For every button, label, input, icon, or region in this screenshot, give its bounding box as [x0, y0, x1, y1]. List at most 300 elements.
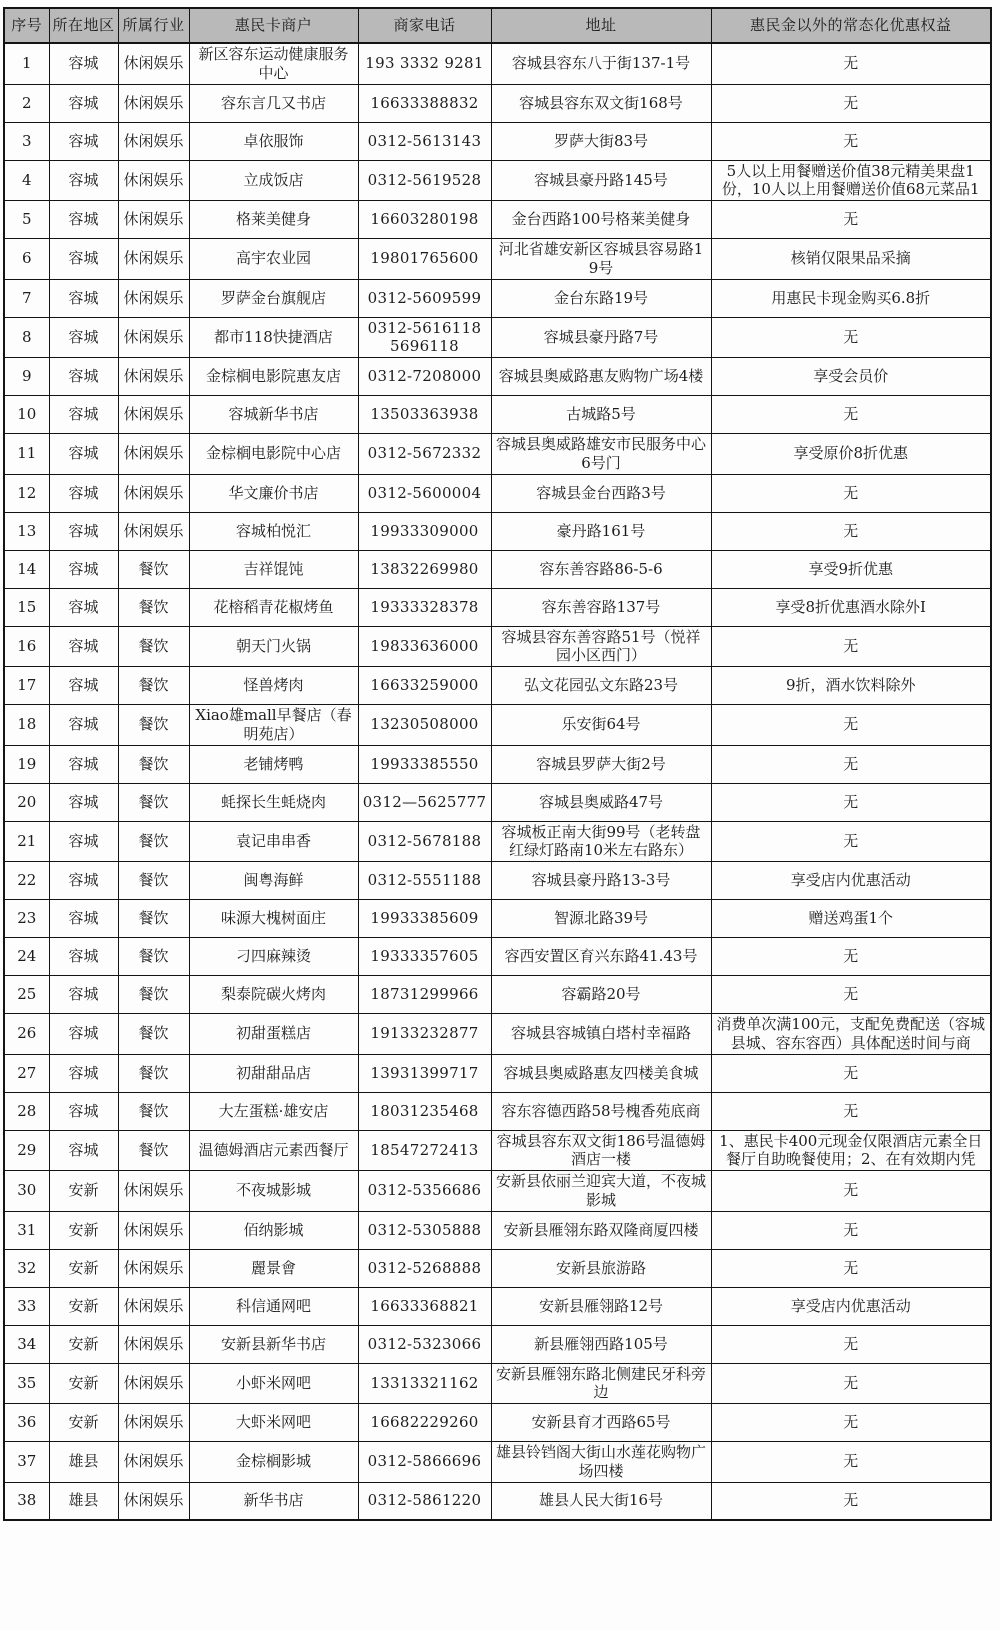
- table-cell-seq: 32: [4, 1249, 49, 1287]
- table-cell-region: 安新: [49, 1363, 118, 1404]
- table-cell-industry: 餐饮: [118, 550, 189, 588]
- table-cell-benefit: 无: [711, 396, 991, 434]
- table-cell-merchant: 容城柏悦汇: [189, 512, 358, 550]
- table-cell-address: 容东善容路86-5-6: [491, 550, 711, 588]
- table-cell-address: 智源北路39号: [491, 900, 711, 938]
- table-cell-address: 豪丹路161号: [491, 512, 711, 550]
- table-cell-industry: 休闲娱乐: [118, 160, 189, 201]
- table-cell-address: 弘文花园弘文东路23号: [491, 667, 711, 705]
- table-cell-region: 容城: [49, 160, 118, 201]
- table-cell-seq: 23: [4, 900, 49, 938]
- table-cell-region: 安新: [49, 1249, 118, 1287]
- table-row: [4, 588, 991, 626]
- table-cell-industry: 餐饮: [118, 705, 189, 746]
- table-cell-address: 河北省雄安新区容城县容易路19号: [491, 239, 711, 280]
- table-cell-phone: 19333328378: [358, 588, 491, 626]
- table-cell-phone: 0312-5268888: [358, 1249, 491, 1287]
- table-cell-merchant: 罗萨金台旗舰店: [189, 279, 358, 317]
- table-cell-phone: 19933385550: [358, 745, 491, 783]
- table-cell-region: 安新: [49, 1287, 118, 1325]
- table-cell-seq: 28: [4, 1092, 49, 1130]
- table-cell-address: 安新县雁翎东路北侧建民牙科旁边: [491, 1363, 711, 1404]
- table-cell-industry: 餐饮: [118, 745, 189, 783]
- table-cell-phone: 18731299966: [358, 976, 491, 1014]
- table-cell-merchant: 卓依服饰: [189, 122, 358, 160]
- table-cell-benefit: 无: [711, 783, 991, 821]
- table-row: [4, 938, 991, 976]
- table-row: [4, 862, 991, 900]
- table-cell-phone: 19133232877: [358, 1014, 491, 1055]
- column-header-region: 所在地区: [49, 8, 118, 43]
- table-row: [4, 1249, 991, 1287]
- table-cell-phone: 19933309000: [358, 512, 491, 550]
- table-cell-phone: 16603280198: [358, 201, 491, 239]
- table-row: [4, 626, 991, 667]
- table-cell-industry: 休闲娱乐: [118, 122, 189, 160]
- table-cell-benefit: 享受会员价: [711, 358, 991, 396]
- table-cell-industry: 休闲娱乐: [118, 1211, 189, 1249]
- table-cell-seq: 18: [4, 705, 49, 746]
- table-cell-industry: 休闲娱乐: [118, 317, 189, 358]
- table-cell-seq: 30: [4, 1171, 49, 1212]
- table-cell-address: 容城县容东双文街168号: [491, 84, 711, 122]
- table-cell-seq: 35: [4, 1363, 49, 1404]
- table-cell-address: 新县雁翎西路105号: [491, 1325, 711, 1363]
- table-cell-region: 容城: [49, 474, 118, 512]
- table-cell-merchant: 大虾米网吧: [189, 1404, 358, 1442]
- table-cell-region: 安新: [49, 1404, 118, 1442]
- table-cell-seq: 25: [4, 976, 49, 1014]
- table-cell-phone: 16633368821: [358, 1287, 491, 1325]
- table-cell-merchant: 佰纳影城: [189, 1211, 358, 1249]
- table-cell-benefit: 无: [711, 1325, 991, 1363]
- table-cell-seq: 37: [4, 1442, 49, 1483]
- table-cell-region: 容城: [49, 626, 118, 667]
- table-cell-region: 容城: [49, 900, 118, 938]
- table-cell-merchant: 新华书店: [189, 1482, 358, 1520]
- table-cell-merchant: 初甜甜品店: [189, 1054, 358, 1092]
- table-cell-industry: 餐饮: [118, 862, 189, 900]
- table-cell-seq: 8: [4, 317, 49, 358]
- table-cell-address: 雄县人民大街16号: [491, 1482, 711, 1520]
- table-cell-phone: 0312-5672332: [358, 434, 491, 475]
- table-cell-phone: 13931399717: [358, 1054, 491, 1092]
- table-cell-industry: 餐饮: [118, 783, 189, 821]
- table-cell-industry: 餐饮: [118, 667, 189, 705]
- table-cell-region: 容城: [49, 358, 118, 396]
- table-cell-industry: 休闲娱乐: [118, 396, 189, 434]
- table-cell-region: 容城: [49, 1130, 118, 1171]
- table-cell-region: 容城: [49, 396, 118, 434]
- table-cell-merchant: 初甜蛋糕店: [189, 1014, 358, 1055]
- table-cell-seq: 31: [4, 1211, 49, 1249]
- table-cell-industry: 休闲娱乐: [118, 1442, 189, 1483]
- table-cell-benefit: 用惠民卡现金购买6.8折: [711, 279, 991, 317]
- table-row: [4, 1325, 991, 1363]
- table-row: [4, 84, 991, 122]
- table-cell-industry: 餐饮: [118, 1130, 189, 1171]
- table-cell-address: 容城县奥威路惠友购物广场4楼: [491, 358, 711, 396]
- table-cell-phone: 16682229260: [358, 1404, 491, 1442]
- table-cell-address: 容城县罗萨大街2号: [491, 745, 711, 783]
- table-cell-address: 安新县雁翎路12号: [491, 1287, 711, 1325]
- table-cell-address: 安新县雁翎东路双隆商厦四楼: [491, 1211, 711, 1249]
- table-cell-region: 容城: [49, 705, 118, 746]
- table-cell-phone: 0312-7208000: [358, 358, 491, 396]
- table-cell-benefit: 享受9折优惠: [711, 550, 991, 588]
- table-cell-region: 容城: [49, 239, 118, 280]
- table-cell-region: 容城: [49, 1014, 118, 1055]
- table-cell-industry: 餐饮: [118, 588, 189, 626]
- table-cell-address: 安新县育才西路65号: [491, 1404, 711, 1442]
- table-row: [4, 1287, 991, 1325]
- table-row: [4, 396, 991, 434]
- table-cell-benefit: 无: [711, 1482, 991, 1520]
- merchant-benefits-table: [3, 7, 992, 1521]
- table-row: [4, 43, 991, 84]
- table-cell-phone: 0312-5356686: [358, 1171, 491, 1212]
- table-row: [4, 474, 991, 512]
- table-cell-merchant: 金棕榈电影院中心店: [189, 434, 358, 475]
- table-cell-region: 容城: [49, 317, 118, 358]
- table-cell-benefit: 无: [711, 821, 991, 862]
- table-cell-benefit: 无: [711, 1249, 991, 1287]
- table-cell-phone: 0312-5678188: [358, 821, 491, 862]
- table-cell-seq: 14: [4, 550, 49, 588]
- table-row: [4, 512, 991, 550]
- table-cell-seq: 20: [4, 783, 49, 821]
- table-cell-address: 容城县奥威路雄安市民服务中心6号门: [491, 434, 711, 475]
- table-cell-industry: 休闲娱乐: [118, 43, 189, 84]
- table-cell-benefit: 无: [711, 976, 991, 1014]
- table-cell-address: 容城县容城镇白塔村幸福路: [491, 1014, 711, 1055]
- table-cell-address: 容城县豪丹路13-3号: [491, 862, 711, 900]
- table-cell-merchant: 华文廉价书店: [189, 474, 358, 512]
- table-cell-phone: 18031235468: [358, 1092, 491, 1130]
- table-cell-merchant: 温德姆酒店元素西餐厅: [189, 1130, 358, 1171]
- table-cell-region: 容城: [49, 43, 118, 84]
- table-cell-industry: 休闲娱乐: [118, 84, 189, 122]
- table-row: [4, 705, 991, 746]
- table-cell-benefit: 无: [711, 474, 991, 512]
- table-cell-address: 安新县旅游路: [491, 1249, 711, 1287]
- table-cell-seq: 22: [4, 862, 49, 900]
- table-cell-seq: 19: [4, 745, 49, 783]
- table-cell-merchant: 朝天门火锅: [189, 626, 358, 667]
- table-cell-merchant: 怪兽烤肉: [189, 667, 358, 705]
- table-cell-benefit: 赠送鸡蛋1个: [711, 900, 991, 938]
- table-cell-industry: 餐饮: [118, 1092, 189, 1130]
- table-cell-merchant: 大左蛋糕·雄安店: [189, 1092, 358, 1130]
- table-cell-benefit: 享受店内优惠活动: [711, 862, 991, 900]
- table-cell-region: 容城: [49, 862, 118, 900]
- table-cell-benefit: 无: [711, 122, 991, 160]
- table-cell-merchant: 梨泰院碳火烤肉: [189, 976, 358, 1014]
- table-cell-industry: 餐饮: [118, 626, 189, 667]
- table-cell-phone: 0312-5616118 5696118: [358, 317, 491, 358]
- table-cell-benefit: 核销仅限果品采摘: [711, 239, 991, 280]
- table-cell-seq: 4: [4, 160, 49, 201]
- table-cell-industry: 餐饮: [118, 821, 189, 862]
- table-row: [4, 1363, 991, 1404]
- table-cell-merchant: 袁记串串香: [189, 821, 358, 862]
- table-cell-region: 容城: [49, 588, 118, 626]
- table-cell-benefit: 无: [711, 84, 991, 122]
- table-cell-phone: 16633259000: [358, 667, 491, 705]
- table-cell-region: 容城: [49, 279, 118, 317]
- table-cell-region: 容城: [49, 434, 118, 475]
- table-cell-merchant: 味源大槐树面庄: [189, 900, 358, 938]
- table-cell-address: 容城县豪丹路145号: [491, 160, 711, 201]
- table-row: [4, 1014, 991, 1055]
- table-header: [4, 8, 991, 43]
- table-cell-industry: 休闲娱乐: [118, 201, 189, 239]
- table-cell-phone: 13832269980: [358, 550, 491, 588]
- table-cell-address: 金台西路100号格莱美健身: [491, 201, 711, 239]
- table-cell-benefit: 享受原价8折优惠: [711, 434, 991, 475]
- table-cell-merchant: Xiao雄mall早餐店（春明苑店）: [189, 705, 358, 746]
- table-cell-benefit: 9折，酒水饮料除外: [711, 667, 991, 705]
- table-cell-benefit: 享受8折优惠酒水除外I: [711, 588, 991, 626]
- table-cell-seq: 5: [4, 201, 49, 239]
- table-cell-phone: 13230508000: [358, 705, 491, 746]
- table-cell-merchant: 不夜城影城: [189, 1171, 358, 1212]
- table-row: [4, 201, 991, 239]
- table-cell-phone: 0312—5625777: [358, 783, 491, 821]
- table-cell-phone: 19933385609: [358, 900, 491, 938]
- table-cell-industry: 休闲娱乐: [118, 1325, 189, 1363]
- table-cell-region: 容城: [49, 938, 118, 976]
- table-cell-address: 古城路5号: [491, 396, 711, 434]
- table-cell-address: 容东善容路137号: [491, 588, 711, 626]
- table-cell-merchant: 都市118快捷酒店: [189, 317, 358, 358]
- table-cell-seq: 29: [4, 1130, 49, 1171]
- table-body: [4, 43, 991, 1520]
- table-cell-industry: 休闲娱乐: [118, 239, 189, 280]
- table-cell-region: 容城: [49, 550, 118, 588]
- table-cell-region: 容城: [49, 201, 118, 239]
- table-cell-phone: 16633388832: [358, 84, 491, 122]
- table-cell-benefit: 无: [711, 1363, 991, 1404]
- table-cell-region: 容城: [49, 84, 118, 122]
- table-cell-benefit: 消费单次满100元，支配免费配送（容城县城、容东容西）具体配送时间与商: [711, 1014, 991, 1055]
- table-cell-region: 容城: [49, 122, 118, 160]
- table-row: [4, 1171, 991, 1212]
- column-header-seq: 序号: [4, 8, 49, 43]
- table-cell-seq: 2: [4, 84, 49, 122]
- table-cell-phone: 13313321162: [358, 1363, 491, 1404]
- table-cell-seq: 6: [4, 239, 49, 280]
- table-row: [4, 976, 991, 1014]
- table-cell-merchant: 老铺烤鸭: [189, 745, 358, 783]
- table-row: [4, 160, 991, 201]
- table-cell-phone: 0312-5600004: [358, 474, 491, 512]
- table-row: [4, 279, 991, 317]
- table-row: [4, 783, 991, 821]
- table-row: [4, 550, 991, 588]
- table-cell-seq: 9: [4, 358, 49, 396]
- table-cell-region: 安新: [49, 1211, 118, 1249]
- table-cell-seq: 13: [4, 512, 49, 550]
- table-cell-benefit: 无: [711, 512, 991, 550]
- table-cell-industry: 休闲娱乐: [118, 512, 189, 550]
- table-cell-industry: 休闲娱乐: [118, 474, 189, 512]
- table-cell-merchant: 刁四麻辣烫: [189, 938, 358, 976]
- table-cell-seq: 38: [4, 1482, 49, 1520]
- table-cell-benefit: 无: [711, 705, 991, 746]
- table-cell-merchant: 容东言几又书店: [189, 84, 358, 122]
- table-row: [4, 821, 991, 862]
- table-cell-industry: 休闲娱乐: [118, 279, 189, 317]
- table-cell-phone: 0312-5619528: [358, 160, 491, 201]
- table-row: [4, 1404, 991, 1442]
- table-cell-industry: 休闲娱乐: [118, 1287, 189, 1325]
- table-cell-benefit: 无: [711, 626, 991, 667]
- table-cell-address: 容西安置区育兴东路41.43号: [491, 938, 711, 976]
- table-cell-phone: 0312-5613143: [358, 122, 491, 160]
- table-cell-benefit: 享受店内优惠活动: [711, 1287, 991, 1325]
- table-cell-merchant: 蚝探长生蚝烧肉: [189, 783, 358, 821]
- table-row: [4, 1054, 991, 1092]
- table-cell-seq: 15: [4, 588, 49, 626]
- table-cell-seq: 26: [4, 1014, 49, 1055]
- table-cell-address: 罗萨大街83号: [491, 122, 711, 160]
- table-cell-merchant: 金棕榈影城: [189, 1442, 358, 1483]
- table-cell-address: 乐安街64号: [491, 705, 711, 746]
- table-row: [4, 900, 991, 938]
- table-cell-industry: 休闲娱乐: [118, 358, 189, 396]
- column-header-merchant: 惠民卡商户: [189, 8, 358, 43]
- table-cell-seq: 10: [4, 396, 49, 434]
- table-cell-industry: 休闲娱乐: [118, 1249, 189, 1287]
- table-cell-address: 容城县奥威路惠友四楼美食城: [491, 1054, 711, 1092]
- table-row: [4, 1130, 991, 1171]
- table-cell-seq: 16: [4, 626, 49, 667]
- table-cell-address: 容东容德西路58号槐香苑底商: [491, 1092, 711, 1130]
- table-cell-region: 容城: [49, 667, 118, 705]
- table-row: [4, 667, 991, 705]
- column-header-address: 地址: [491, 8, 711, 43]
- column-header-benefit: 惠民金以外的常态化优惠权益: [711, 8, 991, 43]
- table-cell-benefit: 无: [711, 43, 991, 84]
- table-cell-seq: 27: [4, 1054, 49, 1092]
- table-cell-phone: 0312-5861220: [358, 1482, 491, 1520]
- table-cell-benefit: 无: [711, 1054, 991, 1092]
- table-cell-address: 容城板正南大街99号（老转盘红绿灯路南10米左右路东）: [491, 821, 711, 862]
- table-row: [4, 122, 991, 160]
- table-cell-region: 雄县: [49, 1442, 118, 1483]
- table-cell-industry: 休闲娱乐: [118, 1482, 189, 1520]
- table-header-row: [4, 8, 991, 43]
- table-cell-benefit: 无: [711, 1404, 991, 1442]
- table-cell-address: 容城县金台西路3号: [491, 474, 711, 512]
- table-row: [4, 1092, 991, 1130]
- table-cell-benefit: 5人以上用餐赠送价值38元精美果盘1份，10人以上用餐赠送价值68元菜品1: [711, 160, 991, 201]
- column-header-industry: 所属行业: [118, 8, 189, 43]
- table-row: [4, 358, 991, 396]
- table-cell-region: 容城: [49, 821, 118, 862]
- table-cell-address: 容霸路20号: [491, 976, 711, 1014]
- table-cell-industry: 餐饮: [118, 1014, 189, 1055]
- table-row: [4, 1482, 991, 1520]
- table-cell-seq: 34: [4, 1325, 49, 1363]
- table-cell-merchant: 科信通网吧: [189, 1287, 358, 1325]
- table-cell-phone: 0312-5551188: [358, 862, 491, 900]
- table-cell-industry: 餐饮: [118, 1054, 189, 1092]
- table-cell-address: 容城县奥威路47号: [491, 783, 711, 821]
- table-cell-phone: 19833636000: [358, 626, 491, 667]
- table-cell-merchant: 吉祥馄饨: [189, 550, 358, 588]
- table-cell-industry: 休闲娱乐: [118, 1363, 189, 1404]
- table-cell-region: 容城: [49, 976, 118, 1014]
- table-cell-seq: 17: [4, 667, 49, 705]
- table-cell-merchant: 格莱美健身: [189, 201, 358, 239]
- table-cell-phone: 0312-5323066: [358, 1325, 491, 1363]
- table-cell-region: 容城: [49, 1054, 118, 1092]
- table-cell-merchant: 容城新华书店: [189, 396, 358, 434]
- table-cell-industry: 休闲娱乐: [118, 1171, 189, 1212]
- table-cell-benefit: 无: [711, 745, 991, 783]
- table-cell-seq: 3: [4, 122, 49, 160]
- table-cell-phone: 193 3332 9281: [358, 43, 491, 84]
- table-cell-merchant: 高宇农业园: [189, 239, 358, 280]
- table-cell-address: 安新县依丽兰迎宾大道，不夜城影城: [491, 1171, 711, 1212]
- table-cell-benefit: 无: [711, 938, 991, 976]
- table-cell-seq: 36: [4, 1404, 49, 1442]
- table-cell-merchant: 小虾米网吧: [189, 1363, 358, 1404]
- table-cell-industry: 餐饮: [118, 976, 189, 1014]
- table-cell-region: 安新: [49, 1325, 118, 1363]
- table-row: [4, 239, 991, 280]
- table-cell-industry: 休闲娱乐: [118, 434, 189, 475]
- table-cell-merchant: 花榕稻青花椒烤鱼: [189, 588, 358, 626]
- table-cell-seq: 33: [4, 1287, 49, 1325]
- table-cell-region: 容城: [49, 783, 118, 821]
- table-cell-merchant: 安新县新华书店: [189, 1325, 358, 1363]
- table-cell-benefit: 无: [711, 201, 991, 239]
- table-cell-phone: 13503363938: [358, 396, 491, 434]
- table-cell-address: 容城县容东善容路51号（悦祥园小区西门）: [491, 626, 711, 667]
- table-cell-benefit: 无: [711, 317, 991, 358]
- table-row: [4, 1211, 991, 1249]
- table-cell-phone: 0312-5609599: [358, 279, 491, 317]
- table-cell-benefit: 无: [711, 1171, 991, 1212]
- table-cell-address: 容城县容东八于街137-1号: [491, 43, 711, 84]
- table-cell-region: 容城: [49, 1092, 118, 1130]
- table-cell-phone: 0312-5866696: [358, 1442, 491, 1483]
- table-row: [4, 745, 991, 783]
- table-row: [4, 1442, 991, 1483]
- table-cell-benefit: 1、惠民卡400元现金仅限酒店元素全日餐厅自助晚餐使用；2、在有效期内凭: [711, 1130, 991, 1171]
- column-header-phone: 商家电话: [358, 8, 491, 43]
- table-cell-merchant: 立成饭店: [189, 160, 358, 201]
- table-cell-seq: 11: [4, 434, 49, 475]
- table-cell-seq: 7: [4, 279, 49, 317]
- table-row: [4, 434, 991, 475]
- table-cell-seq: 1: [4, 43, 49, 84]
- table-cell-address: 容城县豪丹路7号: [491, 317, 711, 358]
- table-cell-phone: 18547272413: [358, 1130, 491, 1171]
- table-cell-region: 容城: [49, 512, 118, 550]
- table-cell-merchant: 麗景會: [189, 1249, 358, 1287]
- table-cell-phone: 19801765600: [358, 239, 491, 280]
- table-cell-industry: 休闲娱乐: [118, 1404, 189, 1442]
- table-cell-benefit: 无: [711, 1092, 991, 1130]
- table-cell-address: 容城县容东双文街186号温德姆酒店一楼: [491, 1130, 711, 1171]
- table-cell-industry: 餐饮: [118, 900, 189, 938]
- table-cell-region: 雄县: [49, 1482, 118, 1520]
- table-cell-address: 雄县铃铛阁大街山水莲花购物广场四楼: [491, 1442, 711, 1483]
